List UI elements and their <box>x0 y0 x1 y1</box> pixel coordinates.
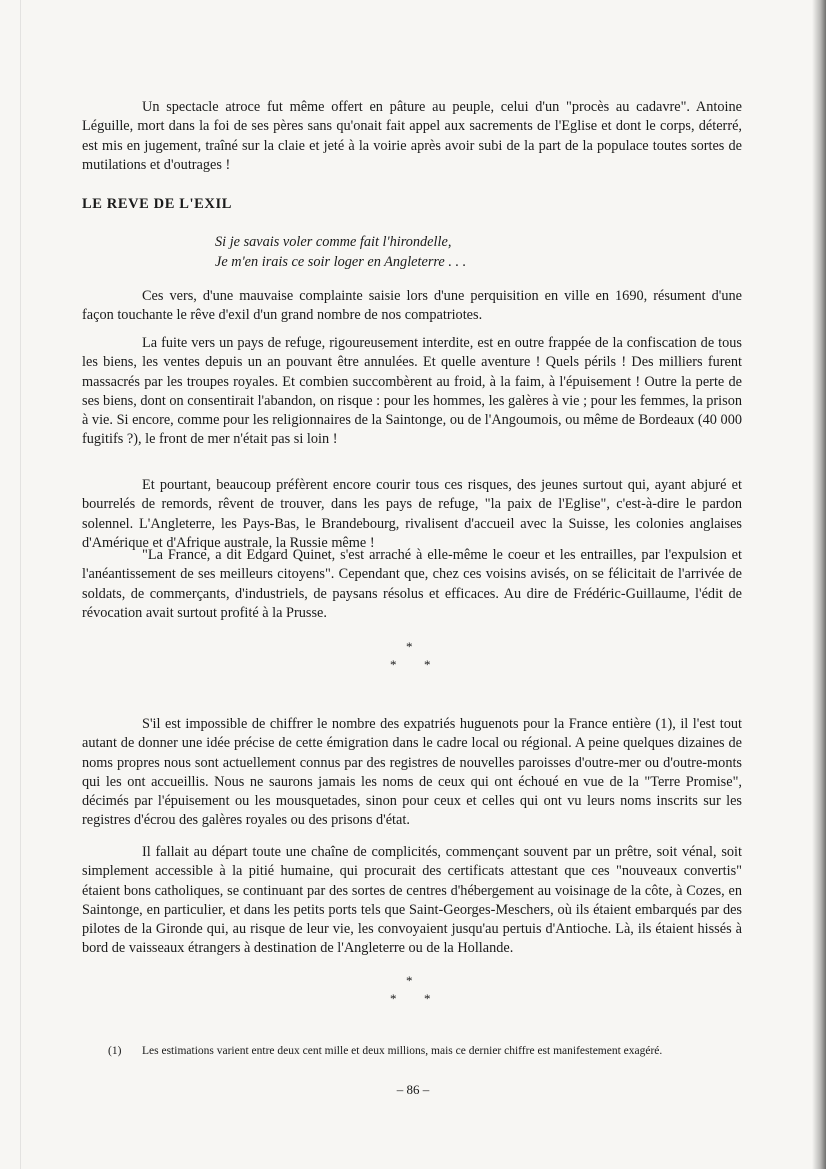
separator-star: * <box>406 973 413 988</box>
separator-star: * <box>390 991 397 1006</box>
paragraph-complainte: Ces vers, d'une mauvaise complainte saisie lors d'une perquisition en ville en 1690, résument d'une façon touchante le rêve d'exil d'un grand nombre de nos compatriotes. <box>82 288 742 324</box>
poem-line-1: Si je savais voler comme fait l'hirondelle, <box>215 234 452 250</box>
section-separator-2 <box>382 974 436 1010</box>
separator-star: * <box>424 991 431 1006</box>
separator-star: * <box>390 657 397 672</box>
separator-star: * <box>424 657 431 672</box>
paragraph-proces-cadavre: Un spectacle atroce fut même offert en pâture au peuple, celui d'un "procès au cadavre". Antoine Léguille, mort dans la foi de ses pères sans qu'onait fait appel aux sacrements de l'Eglise et dont le corps, déterré, est mis en jugement, traîné sur la claie et jeté à la voirie après avoir subi de la part de la populace toutes sortes de mutilations et d'outrages ! <box>82 99 742 173</box>
paragraph-expatries: S'il est impossible de chiffrer le nombre des expatriés huguenots pour la France entière (1), il l'est tout autant de donner une idée précise de cette émigration dans le cadre local ou régional. A peine quelques dizaines de noms propres nous sont actuellement connus par des registres de nouvelles paroisses d'outre-mer ou d'outre-monts qui les ont accueillis. Nous ne saurons jamais les noms de ceux qui ont échoué en vue de la "Terre Promise", décimés par l'épuisement ou les mousquetades, sinon pour ceux et celles qui ont vu leurs noms inscrits sur les registres d'écrou des galères royales ou des prisons d'état. <box>82 716 742 829</box>
footnote <box>108 1044 740 1059</box>
poem-line-2: Je m'en irais ce soir loger en Angleterre . . . <box>215 253 467 270</box>
page-edge-shadow <box>812 0 826 1169</box>
paragraph-pourtant: Et pourtant, beaucoup préfèrent encore courir tous ces risques, des jeunes surtout qui, ayant abjuré et bourrelés de remords, rêvent de trouver, dans les pays de refuge, "la paix de l'Eglise", c'est-à-dire le pardon solennel. L'Angleterre, les Pays-Bas, le Brandebourg, rivalisent d'accueil avec la Suisse, les colonies anglaises d'Amérique et d'Afrique australe, la Russie même ! <box>82 477 742 551</box>
footnote-text: Les estimations varient entre deux cent mille et deux millions, mais ce dernier chiffre est manifestement exagéré. <box>142 1045 663 1057</box>
paragraph-complicites: Il fallait au départ toute une chaîne de complicités, commençant souvent par un prêtre, soit vénal, soit simplement accessible à la pitié humaine, qui procurait des certificats attestant que ces "nouveaux convertis" étaient bons catholiques, se continuant par des sortes de centres d'hébergement au voisinage de la côte, à Cozes, en Saintonge, en particulier, et dans les petits ports tels que Saint-Georges-Meschers, où ils étaient embarqués par des pilotes de la Gironde qui, au risque de leur vie, les convoyaient jusqu'au pertuis d'Antioche. Là, ils étaient hissés à bord de vaisseaux étrangers à destination de l'Angleterre ou de la Hollande. <box>82 844 742 957</box>
footnote-mark: (1) <box>108 1045 122 1057</box>
section-heading: LE REVE DE L'EXIL <box>82 196 233 212</box>
epigraph-poem <box>215 233 466 272</box>
paragraph-quinet: "La France, a dit Edgard Quinet, s'est arraché à elle-même le coeur et les entrailles, par l'expulsion et l'anéantissement de ses meilleurs citoyens". Cependant que, chez ces voisins avisés, on se félicitait de l'arrivée de soldats, de commerçants, d'industriels, de paysans résolus et efficaces. Au dire de Frédéric-Guillaume, l'édit de révocation avait surtout profité à la Prusse. <box>82 547 742 621</box>
page-number: – 86 – <box>396 1082 430 1097</box>
paragraph-fuite: La fuite vers un pays de refuge, rigoureusement interdite, est en outre frappée de la confiscation de tous les biens, les ventes depuis un an pouvant être annulées. Et quelle aventure ! Quels périls ! Des milliers furent massacrés par les troupes royales. Et combien succombèrent au froid, à la faim, à l'épuisement ! Outre la perte de ses biens, dont on consentirait l'abandon, on risque : pour les hommes, les galères à vie ; pour les femmes, la prison à vie. Si encore, comme pour les religionnaires de la Saintonge, ou de l'Angoumois, ou même de Bordeaux (40 000 fugitifs ?), le front de mer n'était pas si loin ! <box>82 335 742 448</box>
separator-star: * <box>406 639 413 654</box>
page-edge-line <box>20 0 21 1169</box>
section-separator-1 <box>382 640 436 676</box>
